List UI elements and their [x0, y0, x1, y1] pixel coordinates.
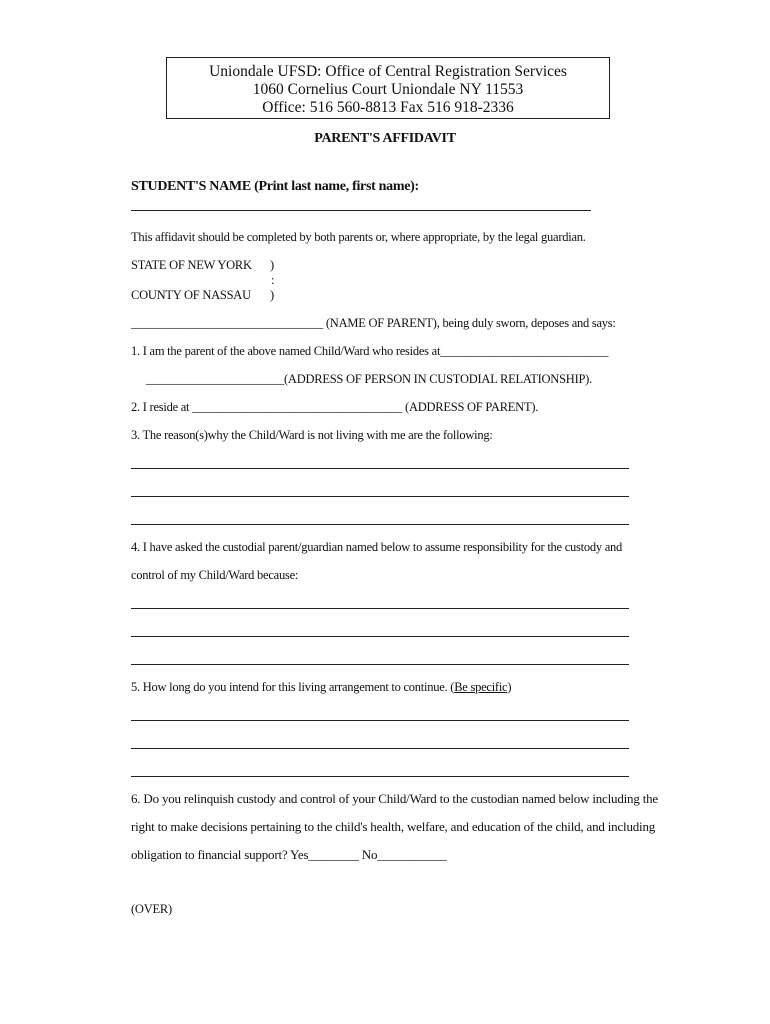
item-4-answer-line[interactable]	[131, 664, 629, 665]
item-3-answer-line[interactable]	[131, 468, 629, 469]
intro-text: This affidavit should be completed by both parents or, where appropriate, by the legal guardian.	[131, 230, 586, 244]
venue-county: COUNTY OF NASSAU	[131, 288, 251, 302]
item-4-answer-line[interactable]	[131, 608, 629, 609]
venue-state: STATE OF NEW YORK	[131, 258, 252, 272]
parent-name-statement: ________________________________ (NAME OF PARENT), being duly sworn, deposes and says:	[131, 316, 616, 330]
item-5-question: 5. How long do you intend for this living arrangement to continue. (	[131, 680, 455, 694]
item-5-answer-line[interactable]	[131, 776, 629, 777]
item-3-answer-line[interactable]	[131, 496, 629, 497]
office-name: Uniondale UFSD: Office of Central Registration Services	[209, 63, 567, 80]
item-4-text-line-2: control of my Child/Ward because:	[131, 568, 299, 582]
item-6-text-line-2: right to make decisions pertaining to the child's health, welfare, and education of the child, and including	[131, 819, 656, 834]
office-address: 1060 Cornelius Court Uniondale NY 11553	[252, 81, 524, 98]
item-1-address-line: _______________________(ADDRESS OF PERSON IN CUSTODIAL RELATIONSHIP).	[146, 372, 592, 386]
item-2-text: 2. I reside at ___________________________________ (ADDRESS OF PARENT).	[131, 400, 539, 414]
item-6-text-line-1: 6. Do you relinquish custody and control of your Child/Ward to the custodian named below including the	[131, 791, 658, 806]
document-title: PARENT'S AFFIDAVIT	[314, 131, 456, 146]
item-5-text	[131, 680, 511, 695]
over-indicator: (OVER)	[131, 902, 172, 916]
item-5-close-paren: )	[507, 680, 512, 694]
student-name-line[interactable]	[131, 210, 591, 211]
office-header-box	[166, 57, 610, 119]
student-name-label: STUDENT'S NAME (Print last name, first name):	[131, 179, 419, 194]
item-5-answer-line[interactable]	[131, 748, 629, 749]
item-4-text-line-1: 4. I have asked the custodial parent/guardian named below to assume responsibility for the custody and	[131, 540, 623, 554]
item-3-text: 3. The reason(s)why the Child/Ward is not living with me are the following:	[131, 428, 493, 442]
item-5-answer-line[interactable]	[131, 720, 629, 721]
item-4-answer-line[interactable]	[131, 636, 629, 637]
venue-colon: :	[271, 273, 275, 287]
item-5-be-specific: Be specific	[454, 680, 508, 694]
venue-paren-1: )	[270, 258, 274, 272]
venue-paren-2: )	[270, 288, 274, 302]
office-phone-fax: Office: 516 560-8813 Fax 516 918-2336	[262, 99, 514, 116]
item-3-answer-line[interactable]	[131, 524, 629, 525]
item-1-text: 1. I am the parent of the above named Child/Ward who resides at____________________________	[131, 344, 609, 358]
item-6-text-line-3: obligation to financial support? Yes________ No___________	[131, 847, 447, 862]
